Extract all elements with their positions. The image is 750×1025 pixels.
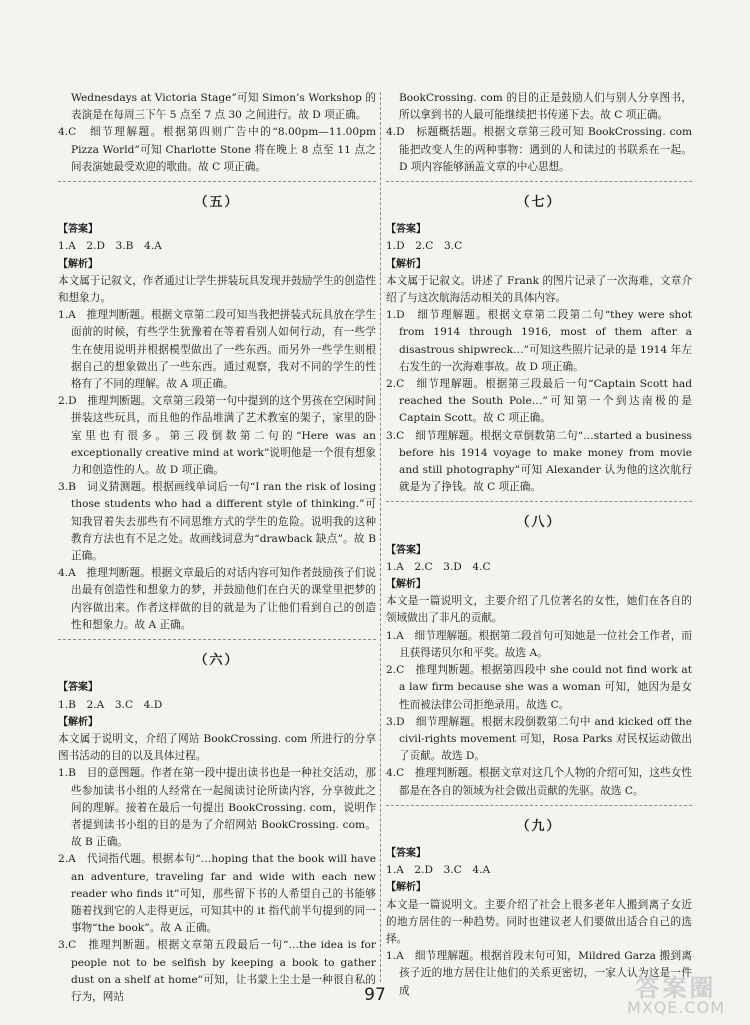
analysis-tag: 【解析】 [58, 716, 98, 728]
answers: 1.A 2.C 3.D 4.C [386, 560, 491, 573]
explanation-item: 2.C 细节理解题。根据第三段最后一句“Captain Scott had reached the South Pole…”可知第一个到达南极的是 Captain Scott。故 C 项正确。 [386, 378, 692, 425]
intro: 本文是一篇说明文，主要介绍了几位著名的女性，她们在各自的领域做出了非凡的贡献。 [386, 595, 692, 625]
page-number: 97 [364, 985, 386, 1005]
analysis-tag: 【解析】 [58, 258, 98, 270]
continued-text: Wednesdays at Victoria Stage”可知 Simon’s Workshop 的表演是在每周三下午 5 点至 7 点 30 之间进行。故 D 项正确。 [71, 92, 376, 122]
section-separator [58, 639, 376, 640]
section-separator [386, 805, 692, 806]
explanation-item: 1.B 目的意图题。作者在第一段中提出读书也是一种社交活动，那些参加读书小组的人经常在一起阅读讨论所读内容，分享彼此之间的理解。接着在最后一句提出 BookCrossing. com，说明作者提到读书小组的目的是为了介绍网站 BookCrossing. com。故 B 正确。 [58, 767, 376, 849]
section-title: （八） [516, 515, 562, 531]
explanation-item: 4.A 推理判断题。根据文章最后的对话内容可知作者鼓励孩子们说出最有创造性和想象力的梦，并鼓励他们在白天的课堂里把梦的内容做出来。作者这样做的目的就是为了让他们看到自己的创造性和想象力。故 A 正确。 [58, 567, 376, 631]
column-divider [380, 92, 381, 982]
explanation-item: 3.B 词义猜测题。根据画线单词后一句“I ran the risk of losing those students who had a different style of thinking.”可知我冒着失去那些有不同思维方式的学生的危险。说明我的这种教育方法也有不足之处。故画线词意为“drawback 缺点”。故 B 正确。 [58, 481, 376, 563]
section-7 [386, 194, 692, 496]
explanation-item: 1.A 细节理解题。根据首段末句可知，Mildred Garza 搬到离孩子近的地方居住让他们的关系更密切，一家人认为这是一件成 [386, 950, 692, 997]
section-separator [386, 501, 692, 502]
section-title: （九） [516, 818, 562, 834]
section-separator [386, 181, 692, 182]
explanation-item: 3.C 推理判断题。根据文章第五段最后一句“…the idea is for people not to be selfish by keeping a book to gather dust on a shelf at home”可知，让书蒙上尘土是一种很自私的行为，网站 [58, 939, 376, 1003]
left-column [58, 90, 376, 1006]
watermark-logo [612, 968, 740, 1020]
answer-tag: 【答案】 [386, 544, 426, 556]
continued-item: 4.D 标题概括题。根据文章第三段可知 BookCrossing. com 能把改变人生的两种事物：遇到的人和读过的书联系在一起。D 项内容能够涵盖文章的中心思想。 [386, 126, 692, 173]
answers: 1.B 2.A 3.C 4.D [58, 698, 163, 711]
explanation-item: 3.D 细节理解题。根据末段倒数第二句中 and kicked off the civil-rights movement 可知，Rosa Parks 对民权运动做出了贡献。故选 D。 [386, 715, 692, 763]
right-column [386, 90, 692, 1000]
explanation-item: 2.C 推理判断题。根据第四段中 she could not find work at a law firm because she was a woman 可知，她因为是女性而被法律公司拒绝录用。故选 C。 [386, 664, 692, 711]
section-title: （五） [194, 195, 240, 211]
answers: 1.D 2.C 3.C [386, 240, 463, 253]
section-separator [58, 181, 376, 182]
intro: 本文属于记叙文。讲述了 Frank 的图片记录了一次海难，文章介绍了与这次航海活动相关的具体内容。 [386, 274, 692, 305]
explanation-item: 3.C 细节理解题。根据文章倒数第二句“…started a business before his 1914 voyage to make money from movie and still photography”可知 Alexander 认为他的这次航行就是为了挣钱。故 C 项正确。 [386, 429, 692, 494]
intro: 本文是一篇说明文。主要介绍了社会上很多老年人搬到离子女近的地方居住的一种趋势。同时也建议老人们要做出适合自己的选择。 [386, 898, 692, 945]
analysis-tag: 【解析】 [386, 882, 426, 894]
section-title: （七） [516, 195, 562, 211]
explanation-item: 2.A 代词指代题。根据本句“…hoping that the book will have an adventure, traveling far and wide with each new reader who finds it”可知，那些留下书的人希望自己的书能够随着找到它的人走得更远，可知其中的 it 指代前半句提到的同一事物“the book”。故 A 正确。 [58, 853, 376, 935]
watermark-text: 答案圈 [635, 974, 717, 1002]
answer-tag: 【答案】 [386, 847, 426, 859]
explanation-item: 1.D 细节理解题。根据文章第二段第二句“they were shot from 1914 through 1916, most of them after a disastrous shipwreck…”可知这些照片记录的是 1914 年左右发生的一次海难事故。故 D 项正确。 [386, 309, 692, 373]
section-title: （六） [194, 653, 240, 669]
answers: 1.A 2.D 3.C 4.A [386, 864, 491, 877]
intro: 本文属于说明文，介绍了网站 BookCrossing. com 所进行的分享图书活动的目的以及具体过程。 [58, 732, 376, 763]
answer-tag: 【答案】 [58, 682, 98, 694]
answer-tag: 【答案】 [58, 224, 98, 236]
answers: 1.A 2.D 3.B 4.A [58, 240, 162, 253]
section-8 [386, 514, 692, 799]
section-6 [58, 652, 376, 1006]
continued-text: BookCrossing. com 的目的正是鼓励人们与别人分享图书，所以拿到书的人最可能继续把书传递下去。故 C 项正确。 [399, 92, 692, 122]
explanation-item: 1.A 细节理解题。根据第二段首句可知她是一位社会工作者，而且获得诺贝尔和平奖。故选 A。 [386, 629, 692, 659]
section-5 [58, 194, 376, 634]
analysis-tag: 【解析】 [386, 258, 426, 270]
explanation-item: 2.D 推理判断题。文章第三段第一句中提到的这个男孩在空闲时间拼装这些玩具，而且他的作品堆满了艺术教室的架子，家里的卧室里也有很多。第三段倒数第二句的“Here was an exceptionally creative mind at work”说明他是一个很有想象力和创造性的人。故 D 项正确。 [58, 395, 376, 477]
watermark-url: MXQE.COM [626, 998, 726, 1017]
continued-item: 4.C 细节理解题。根据第四则广告中的“8.00pm—11.00pm Pizza World”可知 Charlotte Stone 将在晚上 8 点至 11 点之间表演她最受欢迎的歌曲。故 C 项正确。 [58, 126, 376, 173]
answer-tag: 【答案】 [386, 224, 426, 236]
analysis-tag: 【解析】 [386, 579, 426, 591]
explanation-item: 4.C 推理判断题。根据文章对这几个人物的介绍可知，这些女性都是在各自的领域为社会做出贡献的先驱。故选 C。 [386, 767, 692, 797]
intro: 本文属于记叙文，作者通过让学生拼装玩具发现并鼓励学生的创造性和想象力。 [58, 274, 376, 305]
explanation-item: 1.A 推理判断题。根据文章第二段可知当我把拼装式玩具放在学生面前的时候，有些学生犹豫着在等着看别人如何行动，有一些学生在使用说明并根据模型做出了一些东西。而另外一些学生则根据自己的想象做出了一些东西。通过观察，我对不同的学生的性格有了不同的理解。故 A 项正确。 [58, 309, 376, 391]
